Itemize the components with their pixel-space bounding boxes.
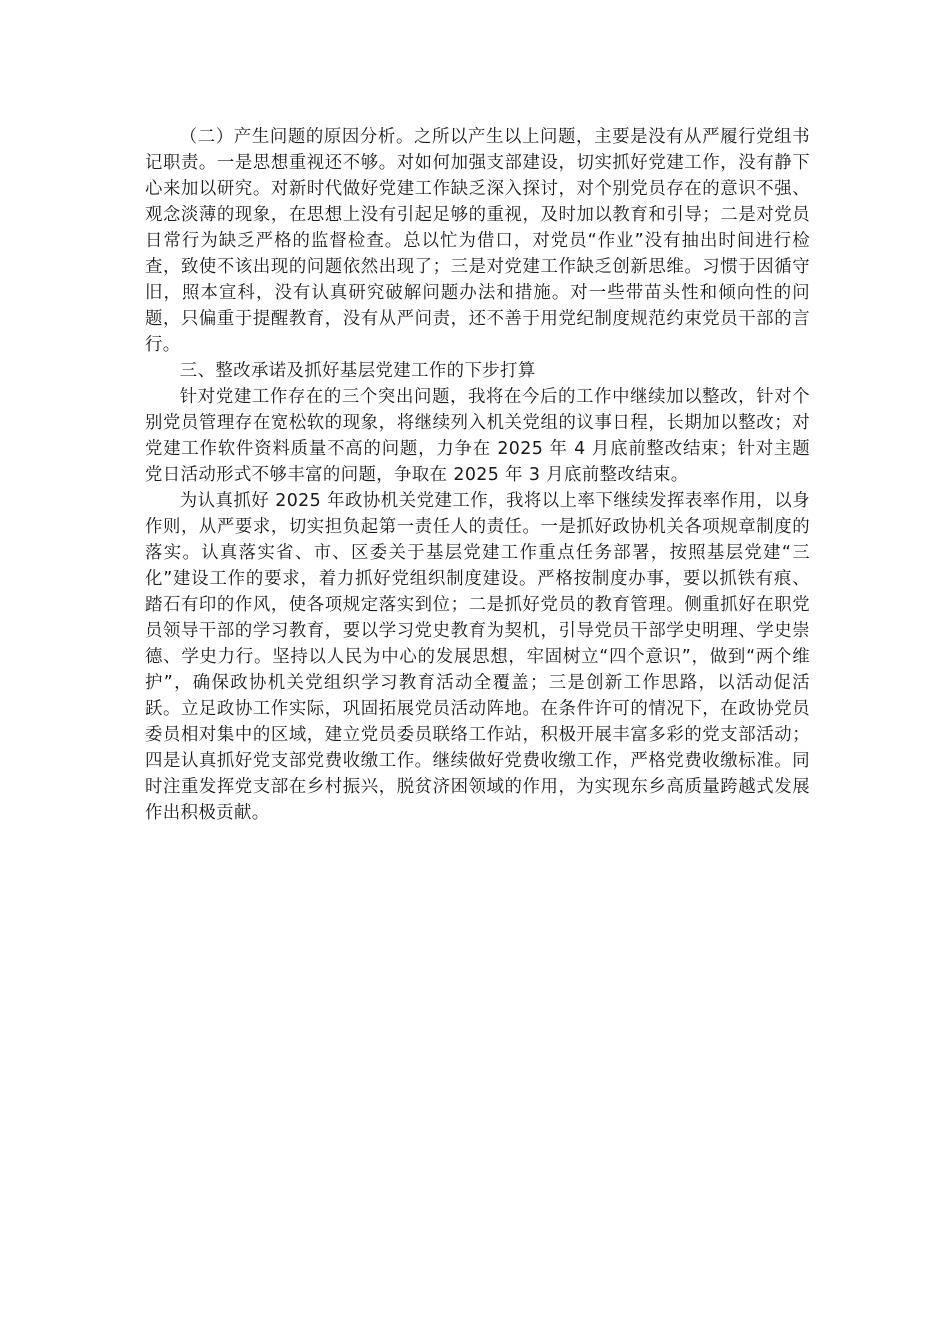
- paragraph-next-steps: 为认真抓好 2025 年政协机关党建工作，我将以上率下继续发挥表率作用，以身作则，从严要求，切实担负起第一责任人的责任。一是抓好政协机关各项规章制度的落实。认真落实省、市、区委关于基层党建工作重点任务部署，按照基层党建“三化”建设工作的要求，着力抓好党组织制度建设。严格按制度办事，要以抓铁有痕、踏石有印的作风，使各项规定落实到位；二是抓好党员的教育管理。侧重抓好在职党员领导干部的学习教育，要以学习党史教育为契机，引导党员干部学史明理、学史崇德、学史力行。坚持以人民为中心的发展思想，牢固树立“四个意识”，做到“两个维护”，确保政协机关党组织学习教育活动全覆盖；三是创新工作思路，以活动促活跃。立足政协工作实际，巩固拓展党员活动阵地。在条件许可的情况下，在政协党员委员相对集中的区域，建立党员委员联络工作站，积极开展丰富多彩的党支部活动；四是认真抓好党支部党费收缴工作。继续做好党费收缴工作，严格党费收缴标准。同时注重发挥党支部在乡村振兴，脱贫济困领域的作用，为实现东乡高质量跨越式发展作出积极贡献。: [145, 491, 810, 823]
- paragraph-cause-analysis: （二）产生问题的原因分析。之所以产生以上问题，主要是没有从严履行党组书记职责。一是思想重视还不够。对如何加强支部建设，切实抓好党建工作，没有静下心来加以研究。对新时代做好党建工作缺乏深入探讨，对个别党员存在的意识不强、观念淡薄的现象，在思想上没有引起足够的重视，及时加以教育和引导；二是对党员日常行为缺乏严格的监督检查。总以忙为借口，对党员“作业”没有抽出时间进行检查，致使不该出现的问题依然出现了；三是对党建工作缺乏创新思维。习惯于因循守旧，照本宣科，没有认真研究破解问题办法和措施。对一些带苗头性和倾向性的问题，只偏重于提醒教育，没有从严问责，还不善于用党纪制度规范约束党员干部的言行。: [145, 127, 810, 355]
- section-heading-rectification-plan: 三、整改承诺及抓好基层党建工作的下步打算: [179, 361, 536, 381]
- document-body: [145, 124, 810, 826]
- paragraph-rectification-commitment: 针对党建工作存在的三个突出问题，我将在今后的工作中继续加以整改，针对个别党员管理存在宽松软的现象，将继续列入机关党组的议事日程，长期加以整改；对党建工作软件资料质量不高的问题，力争在 2025 年 4 月底前整改结束；针对主题党日活动形式不够丰富的问题，争取在 2025 年 3 月底前整改结束。: [145, 387, 810, 485]
